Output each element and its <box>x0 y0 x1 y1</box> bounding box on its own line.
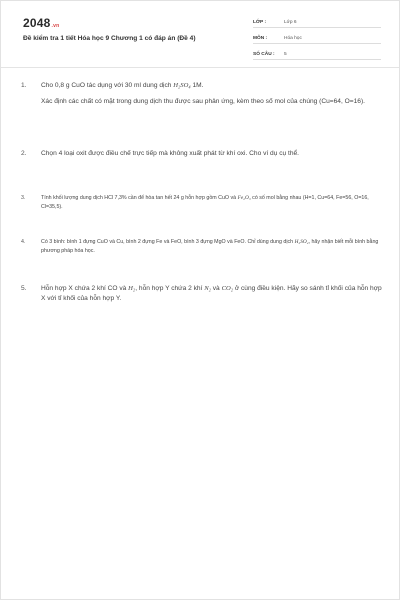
text-segment: có số mol bằng nhau (H=1, Cu=64, Fe=56, O=16, Cl=35,5). <box>41 195 369 210</box>
text-segment: và <box>210 285 222 292</box>
text-segment: Cho 0,8 g CuO tác dụng với 30 ml dung dịch <box>41 82 174 89</box>
question-number: 3. <box>21 195 26 201</box>
question-text <box>41 238 383 255</box>
logo-number: 2048 <box>23 16 51 30</box>
text-segment: Có 3 bình: bình 1 đựng CuO và Cu, bình 2 đựng Fe và FeO, bình 3 đựng MgO và FeO. Chỉ dùng dung dịch <box>41 239 295 245</box>
text-segment: Hỗn hợp X chứa 2 khí CO và <box>41 285 129 292</box>
meta-label-count: SỐ CÂU : <box>253 52 275 57</box>
question-number: 5. <box>21 285 27 292</box>
question-text <box>41 194 383 211</box>
question-1-paragraph-1 <box>41 81 383 91</box>
formula-h2so4: H₂SO₄ <box>294 239 309 245</box>
formula-h2so4: H₂SO₄ <box>173 82 191 89</box>
question-text: Chọn 4 loại oxit được điều chế trực tiếp mà không xuất phát từ khí oxi. Cho ví dụ cụ thể. <box>41 150 300 157</box>
formula-co2: CO₂ <box>221 285 234 292</box>
question-1 <box>21 81 383 106</box>
question-3 <box>21 194 383 211</box>
meta-value-class: Lớp 6 <box>284 20 297 25</box>
question-4 <box>21 238 383 255</box>
exam-meta <box>253 15 381 63</box>
formula-fe2o3: Fe₂O₃ <box>237 195 251 201</box>
question-text <box>41 284 383 303</box>
meta-row-count <box>253 47 381 60</box>
site-logo[interactable] <box>23 16 59 30</box>
question-2 <box>21 149 383 159</box>
text-segment: ở cùng điều kiện. Hãy so sánh tỉ khối của hỗn hợp X với tỉ khối của hỗn hợp Y. <box>41 285 382 302</box>
header-divider <box>1 67 399 68</box>
meta-value-subject: Hóa học <box>284 36 302 41</box>
question-number: 2. <box>21 150 27 157</box>
formula-h2: H₂ <box>128 285 136 292</box>
exam-header <box>1 1 400 67</box>
text-segment: 1M. <box>190 82 204 89</box>
exam-title: Đề kiểm tra 1 tiết Hóa học 9 Chương 1 có đáp án (Đề 4) <box>23 35 196 42</box>
meta-label-class: LỚP : <box>253 20 267 25</box>
meta-row-subject <box>253 31 381 44</box>
text-segment: Tính khối lượng dung dịch HCl 7,3% cần để hòa tan hết 24 g hỗn hợp gồm CuO và <box>41 195 238 201</box>
logo-suffix: .vn <box>51 23 60 29</box>
question-number: 1. <box>21 82 27 89</box>
question-5 <box>21 284 383 303</box>
meta-value-count: 5 <box>284 52 287 57</box>
question-text <box>41 81 383 106</box>
formula-n2: N₂ <box>204 285 211 292</box>
question-1-paragraph-2: Xác định các chất có mặt trong dung dịch thu được sau phản ứng, kèm theo số mol của chúng (Cu=64, O=16). <box>41 97 365 105</box>
text-segment: , hãy nhận biết mỗi bình bằng phương pháp hóa học. <box>41 239 379 254</box>
meta-row-class <box>253 15 381 28</box>
question-number: 4. <box>21 239 26 245</box>
meta-label-subject: MÔN : <box>253 36 268 41</box>
text-segment: , hỗn hợp Y chứa 2 khí <box>135 285 205 292</box>
